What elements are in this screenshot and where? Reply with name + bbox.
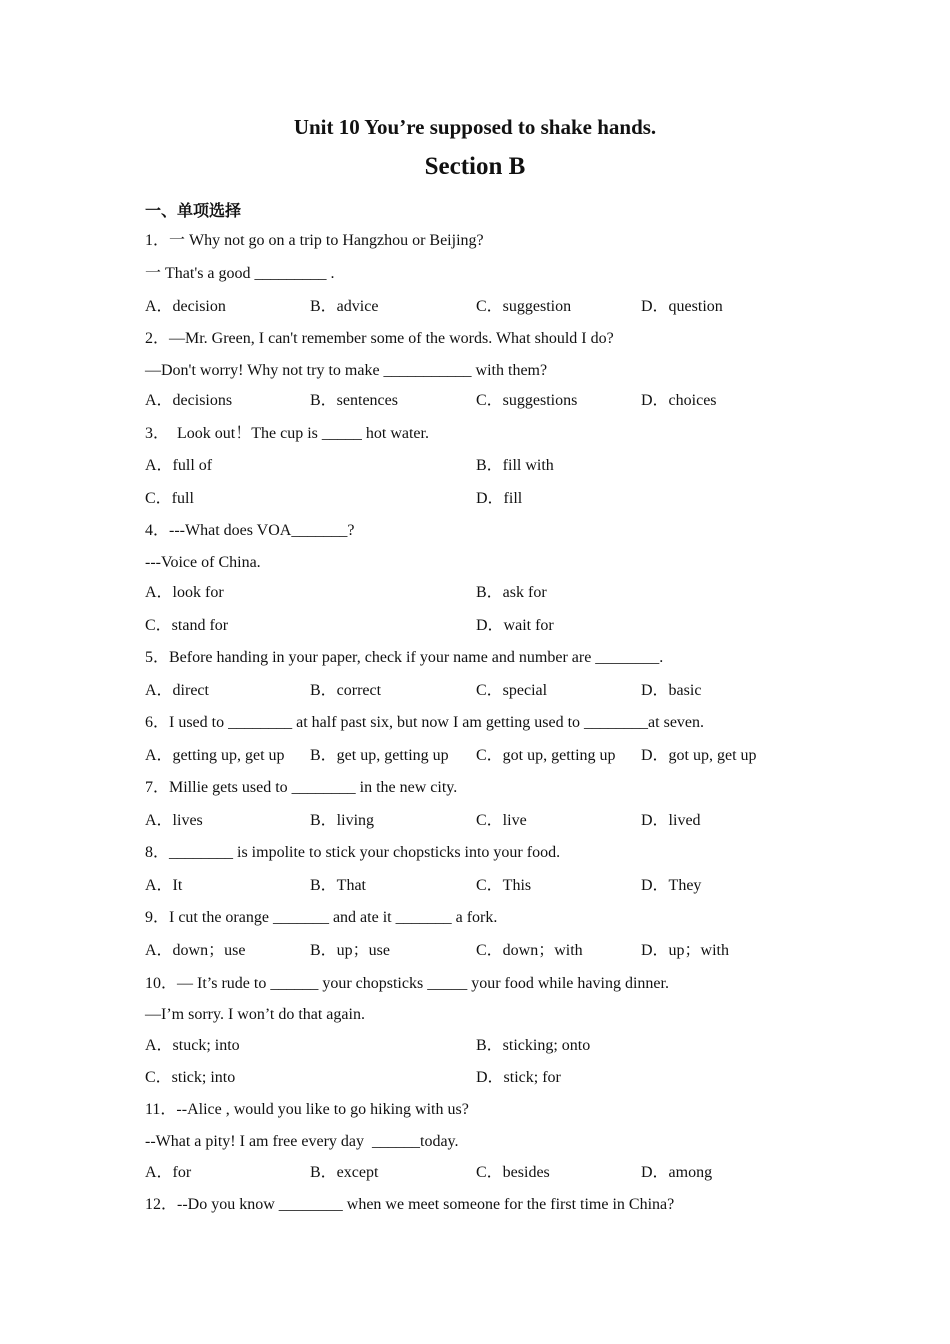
option-c: C．special [476, 682, 548, 699]
option-a: A．stuck; into [145, 1037, 240, 1054]
option-b: B．except [310, 1164, 379, 1181]
option-d: D．among [641, 1164, 713, 1181]
question-4-reply: ---Voice of China. [145, 554, 261, 571]
option-c: C．got up, getting up [476, 747, 616, 764]
question-1-stem: 1．一 Why not go on a trip to Hangzhou or Beijing? [145, 232, 484, 249]
question-11-reply: --What a pity! I am free every day ______today. [145, 1133, 459, 1150]
option-a: A．decision [145, 298, 226, 315]
question-6-stem: 6．I used to ________ at half past six, but now I am getting used to ________at seven. [145, 714, 705, 731]
option-a: A．lives [145, 812, 203, 829]
section-heading: 一、单项选择 [145, 201, 242, 220]
option-a: A．for [145, 1164, 192, 1181]
option-d: D．got up, get up [641, 747, 757, 764]
option-c: C．live [476, 812, 527, 829]
option-a: A．direct [145, 682, 209, 699]
option-c: C．stand for [145, 617, 229, 634]
option-a: A．look for [145, 584, 224, 601]
option-b: B．living [310, 812, 375, 829]
option-c: C．down；with [476, 942, 583, 959]
option-c: C．This [476, 877, 532, 894]
question-8-stem: 8．________ is impolite to stick your chopsticks into your food. [145, 844, 561, 861]
option-c: C．stick; into [145, 1069, 236, 1086]
question-4-stem: 4．---What does VOA_______? [145, 522, 355, 539]
question-12-stem: 12．--Do you know ________ when we meet someone for the first time in China? [145, 1196, 675, 1213]
question-11-stem: 11．--Alice , would you like to go hiking with us? [145, 1101, 469, 1118]
option-d: D．They [641, 877, 702, 894]
option-d: D．question [641, 298, 723, 315]
option-d: D．fill [476, 490, 523, 507]
option-d: D．stick; for [476, 1069, 561, 1086]
option-b: B．ask for [476, 584, 547, 601]
option-b: B．get up, getting up [310, 747, 449, 764]
option-c: C．suggestion [476, 298, 572, 315]
question-1-reply: 一 That's a good _________ . [145, 265, 335, 282]
section-title: Section B [424, 153, 526, 180]
option-b: B．sentences [310, 392, 398, 409]
question-7-stem: 7．Millie gets used to ________ in the new city. [145, 779, 458, 796]
question-2-stem: 2．—Mr. Green, I can't remember some of the words. What should I do? [145, 330, 614, 347]
question-3-stem: 3． Look out！The cup is _____ hot water. [145, 425, 429, 442]
option-b: B．advice [310, 298, 379, 315]
option-c: C．suggestions [476, 392, 578, 409]
option-d: D．up；with [641, 942, 730, 959]
question-2-reply: —Don't worry! Why not try to make ___________ with them? [145, 362, 548, 379]
option-d: D．wait for [476, 617, 554, 634]
option-d: D．lived [641, 812, 701, 829]
option-a: A．decisions [145, 392, 233, 409]
option-a: A．getting up, get up [145, 747, 285, 764]
option-a: A．full of [145, 457, 213, 474]
question-10-stem: 10．— It’s rude to ______ your chopsticks _____ your food while having dinner. [145, 975, 669, 992]
option-b: B．correct [310, 682, 382, 699]
option-d: D．choices [641, 392, 717, 409]
option-d: D．basic [641, 682, 702, 699]
question-10-reply: —I’m sorry. I won’t do that again. [145, 1006, 365, 1023]
option-b: B．up；use [310, 942, 391, 959]
document-title: Unit 10 You’re supposed to shake hands. [293, 115, 657, 139]
option-a: A．down；use [145, 942, 246, 959]
option-b: B．fill with [476, 457, 554, 474]
option-b: B．That [310, 877, 366, 894]
question-5-stem: 5．Before handing in your paper, check if your name and number are ________. [145, 649, 664, 666]
option-b: B．sticking; onto [476, 1037, 591, 1054]
option-a: A．It [145, 877, 183, 894]
option-c: C．full [145, 490, 194, 507]
question-9-stem: 9．I cut the orange _______ and ate it _______ a fork. [145, 909, 498, 926]
option-c: C．besides [476, 1164, 550, 1181]
